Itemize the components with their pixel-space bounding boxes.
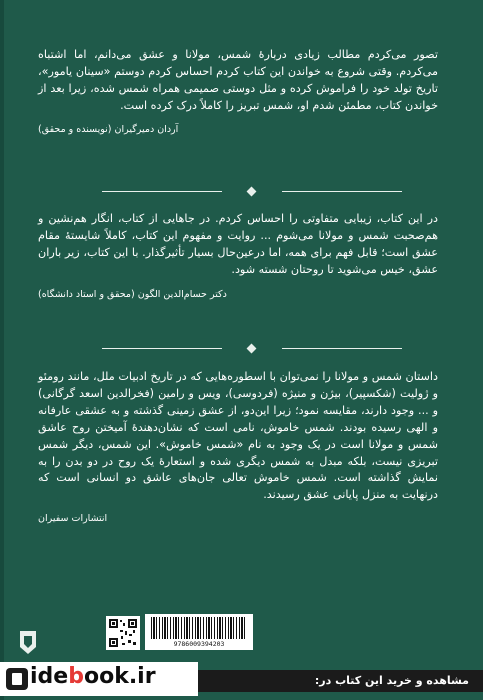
divider-line [282,348,402,349]
section-divider-bottom [102,343,402,355]
watermark-footer [0,660,483,700]
description-text: داستان شمس و مولانا را نمی‌توان با اسطوره‌هایی که در تاریخ ادبیات ملل، مانند رومئو و ژولیت (شکسپیر)، بیژن و منیژه (فردوسی)، ویس و رامین (فخرالدین اسعد گرگانی) و ... وجود دارند، مقایسه نمود؛ زیرا این‌دو، از عشق زمینی گذشته و به عشقی عارفانه و الهی رسیده بودند. شمس خاموش، نامی است که نشان‌دهندهٔ آمیختن روح عاشق شمس و مولانا است در یک وجود به نام «شمس خاموش». این شمس، دیگر شمس تبریزی نیست، بلکه مبدل به شمس دیگری شده و استعارهٔ یک روح در دو بدن را به نمایش گذاشته است. شمس خاموش تعالی جان‌های عاشق دو انسانی است که درنهایت به منزل پایانی عشق رسیدند. [38,370,438,502]
review-one [38,47,438,136]
review-two-text: در این کتاب، زیبایی متفاوتی را احساس کردم. در جاهایی از کتاب، انگار هم‌نشین و هم‌صحبت شمس و مولانا می‌شوم ... روایت و مفهوم این کتاب، کاملاً شایستهٔ مقام عشق است؛ قابل فهم برای همه، اما درعین‌حال بسیار تأثیرگذار. با این کتاب، زیر باران عشق، خیس می‌شوید تا روحتان شسته شود. [38,212,438,276]
purchase-banner-text: مشاهده و خرید این کتاب در: [314,674,469,687]
site-logo[interactable] [0,662,198,696]
cover-edge [0,0,4,700]
site-name: idebook.ir [30,664,156,689]
review-two [38,211,438,301]
publisher-logo-icon [18,629,38,655]
publisher-name: انتشارات سفیران [38,513,108,525]
qr-code-icon [108,618,138,648]
divider-line [102,348,222,349]
divider-line [102,191,222,192]
purchase-banner[interactable] [198,670,483,692]
divider-ornament [247,344,257,354]
barcode-number: 9786009394203 [173,640,225,648]
divider-ornament [247,187,257,197]
barcode-bars [151,617,247,639]
review-two-attribution: دکتر حسام‌الدین الگون (محقق و استاد دانشگاه) [38,288,227,300]
divider-line [282,191,402,192]
review-one-attribution: آردان دمیرگیران (نویسنده و محقق) [38,123,179,135]
qr-code [106,616,140,650]
book-description [38,369,438,525]
section-divider-top [102,186,402,198]
review-one-text: تصور می‌کردم مطالب زیادی دربارهٔ شمس، مولانا و عشق می‌دانم، اما اشتباه می‌کردم. وقتی شروع به خواندن این کتاب کردم احساس کردم دوستم «سینان یامور»، تاریخ تولد خود را فراموش کرده و مثل دوستی صمیمی همراه شمس شده، زیرا بعد از خواندن کتاب، مطمئن شدم او، شمس تبریز را کاملاً درک کرده است. [38,48,438,112]
isbn-barcode [145,614,253,650]
book-icon [6,668,28,690]
